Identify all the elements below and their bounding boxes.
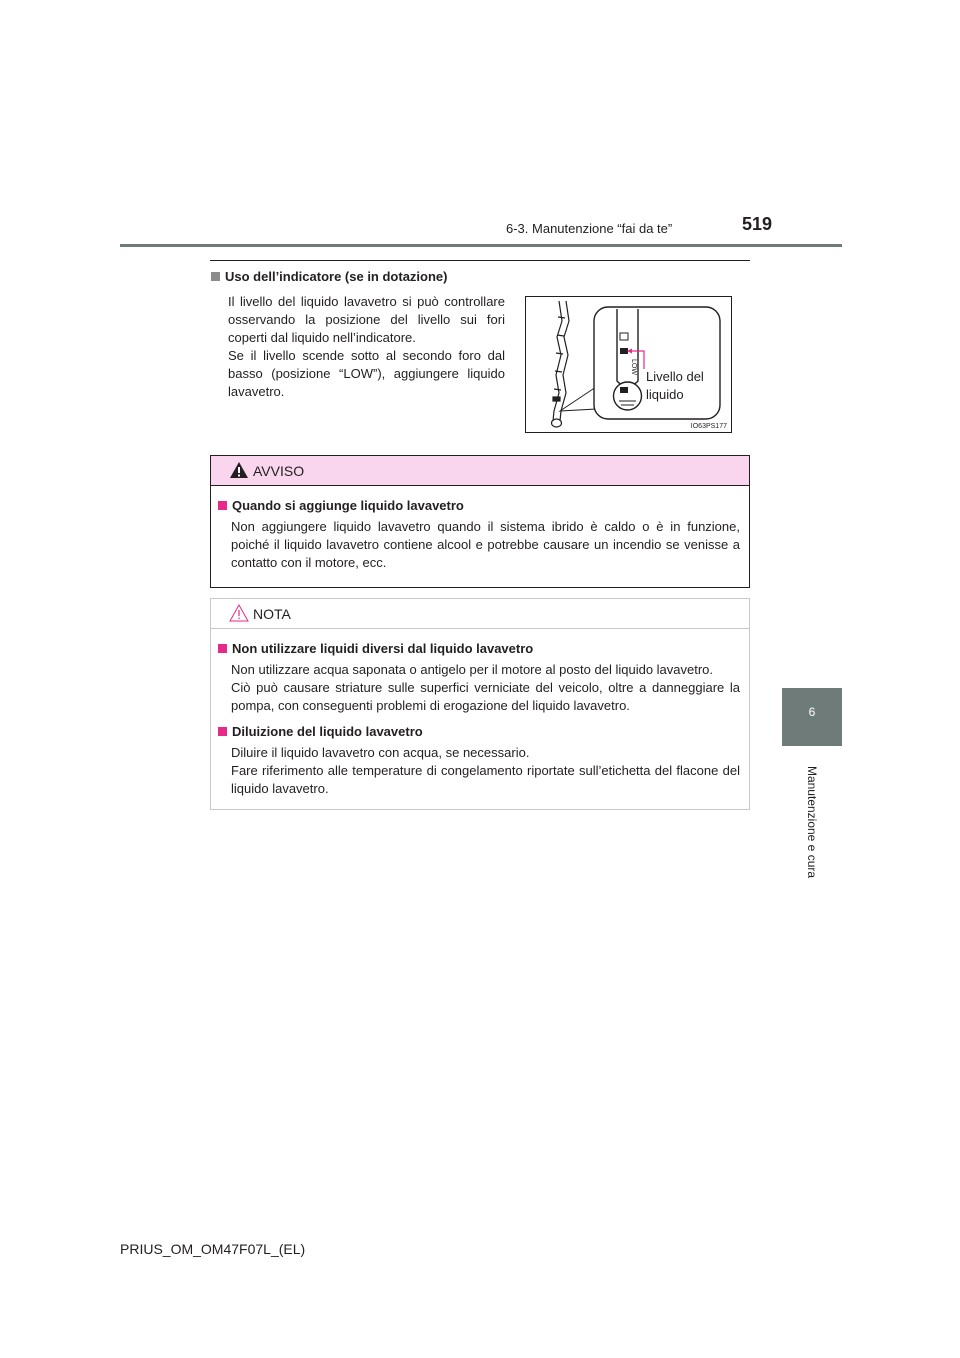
footer-doc-id: PRIUS_OM_OM47F07L_(EL) [120, 1241, 306, 1257]
side-tab-label: Manutenzione e cura [805, 765, 820, 879]
header-rule [120, 244, 842, 247]
note-content [211, 629, 749, 798]
header-section-title: 6-3. Manutenzione “fai da te” [506, 221, 673, 236]
note-item-title-text: Non utilizzare liquidi diversi dal liquido lavavetro [232, 641, 534, 656]
gauge-low-text: LOW [630, 359, 637, 375]
gauge-hole [620, 333, 628, 340]
warning-item-paragraph: Non aggiungere liquido lavavetro quando il sistema ibrido è caldo o è in funzione, poiché il liquido lavavetro contiene alcool e potrebbe causare un incendio se venisse a contatto con il motore, ecc. [231, 519, 740, 570]
warning-box [210, 455, 750, 588]
note-item-paragraph: Non utilizzare acqua saponata o antigelo per il motore al posto del liquido lavavetro. [231, 662, 714, 677]
side-tab-label-wrapper [782, 752, 842, 892]
note-item-title-text: Diluizione del liquido lavavetro [232, 724, 423, 739]
section-heading-text: Uso dell’indicatore (se in dotazione) [225, 269, 448, 284]
warning-item-body [231, 518, 740, 572]
page-number: 519 [742, 214, 773, 234]
square-bullet-icon [211, 272, 220, 281]
square-bullet-icon [218, 727, 227, 736]
warning-box-header [211, 456, 749, 486]
note-item-paragraph: Diluire il liquido lavavetro con acqua, se necessario. [231, 745, 530, 760]
section-rule [210, 260, 750, 261]
note-item-paragraph: Ciò può causare striature sulle superfici verniciate del veicolo, oltre a danneggiare la pompa, con conseguenti problemi di erogazione del liquido lavavetro. [231, 680, 740, 713]
figure-code: IO63PS177 [690, 423, 727, 430]
square-bullet-icon [218, 501, 227, 510]
intro-paragraph: Se il livello scende sotto al secondo foro dal basso (posizione “LOW”), aggiungere liquido lavavetro. [228, 348, 505, 399]
warning-item-title-text: Quando si aggiunge liquido lavavetro [232, 498, 464, 513]
note-item-body [231, 661, 740, 715]
intro-paragraph: Il livello del liquido lavavetro si può controllare osservando la posizione del livello sui fori coperti dal liquido nell’indicatore. [228, 294, 505, 345]
note-box [210, 598, 750, 810]
caution-triangle-icon [229, 604, 249, 622]
warning-content [211, 486, 749, 572]
level-gauge-figure [525, 296, 732, 433]
intro-text [228, 293, 505, 401]
figure-label [646, 368, 704, 404]
figure-label-line: liquido [646, 387, 684, 402]
note-title: NOTA [253, 606, 291, 622]
gauge-hole-filled [620, 387, 628, 393]
note-item-paragraph: Fare riferimento alle temperature di congelamento riportate sull’etichetta del flacone del liquido lavavetro. [231, 763, 740, 796]
note-item-title [218, 724, 749, 739]
side-tab-number: 6 [782, 688, 842, 746]
warning-triangle-icon [229, 461, 249, 479]
note-box-header [211, 599, 749, 629]
warning-item-title [218, 498, 749, 513]
note-item-title [218, 641, 749, 656]
gauge-illustration [526, 297, 733, 434]
warning-title: AVVISO [253, 463, 305, 479]
section-heading [211, 269, 447, 284]
gauge-hole-filled [620, 348, 628, 354]
square-bullet-icon [218, 644, 227, 653]
note-item-body [231, 744, 740, 798]
figure-label-line: Livello del [646, 369, 704, 384]
